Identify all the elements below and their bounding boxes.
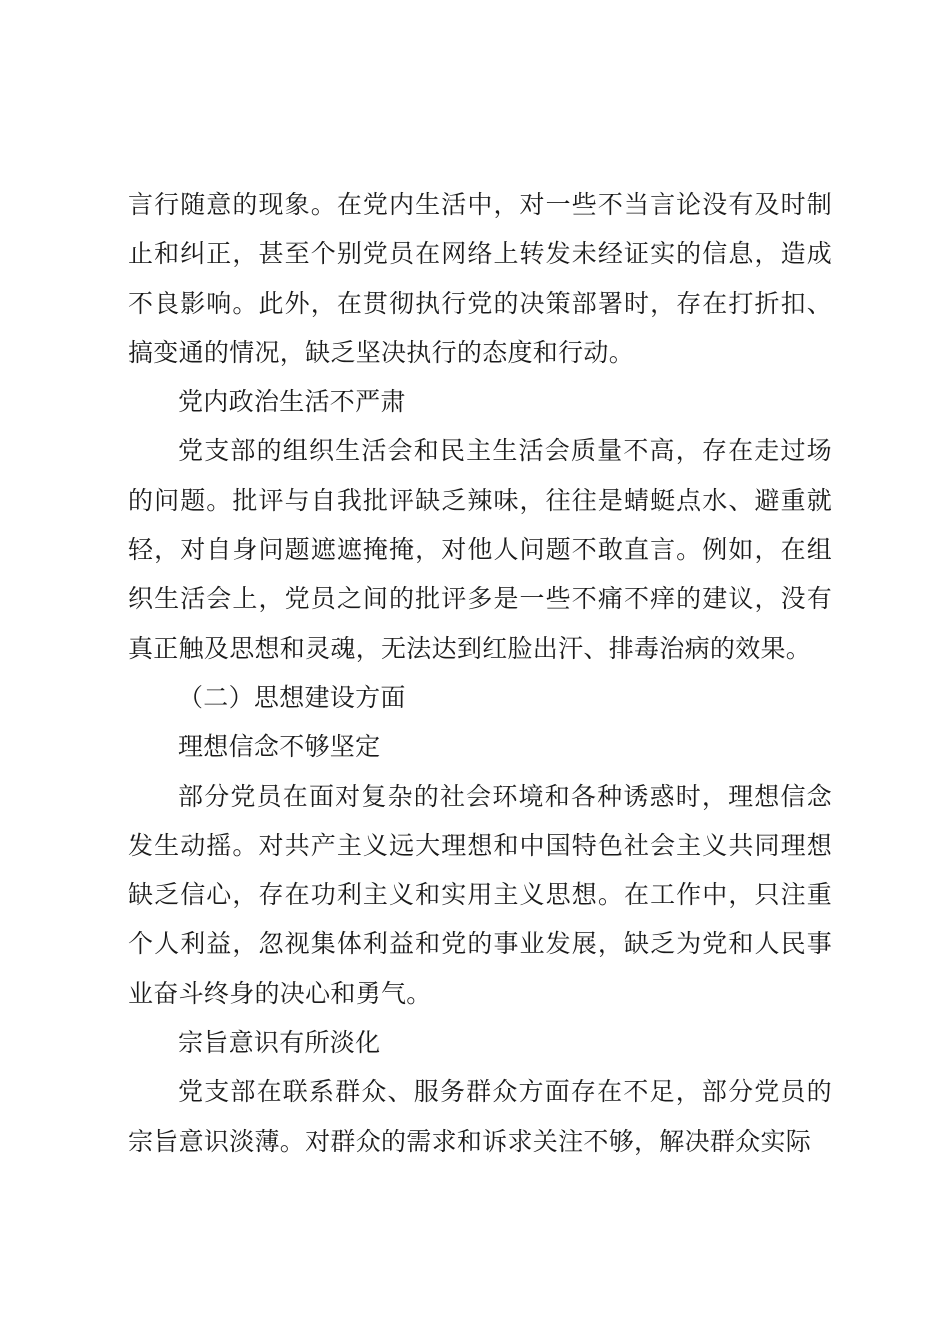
section-heading: （二）思想建设方面	[178, 682, 406, 712]
paragraph-continuation: 言行随意的现象。在党内生活中，对一些不当言论没有及时制止和纠正，甚至个别党员在网络上转发未经证实的信息，造成不良影响。此外，在贯彻执行党的决策部署时，存在打折扣、搞变通的情况，缺乏坚决执行的态度和行动。	[128, 190, 832, 367]
paragraph: 部分党员在面对复杂的社会环境和各种诱惑时，理想信念发生动摇。对共产主义远大理想和中国特色社会主义共同理想缺乏信心，存在功利主义和实用主义思想。在工作中，只注重个人利益，忽视集体利益和党的事业发展，缺乏为党和人民事业奋斗终身的决心和勇气。	[128, 781, 832, 1008]
section-heading: 宗旨意识有所淡化	[178, 1028, 381, 1058]
document-body	[128, 180, 832, 1166]
paragraph: 党支部的组织生活会和民主生活会质量不高，存在走过场的问题。批评与自我批评缺乏辣味，往往是蜻蜓点水、避重就轻，对自身问题遮遮掩掩，对他人问题不敢直言。例如，在组织生活会上，党员之间的批评多是一些不痛不痒的建议，没有真正触及思想和灵魂，无法达到红脸出汗、排毒治病的效果。	[128, 436, 832, 663]
paragraph: 党支部在联系群众、服务群众方面存在不足，部分党员的宗旨意识淡薄。对群众的需求和诉求关注不够，解决群众实际	[128, 1077, 832, 1156]
section-heading: 党内政治生活不严肃	[178, 387, 406, 417]
section-heading: 理想信念不够坚定	[178, 732, 381, 762]
